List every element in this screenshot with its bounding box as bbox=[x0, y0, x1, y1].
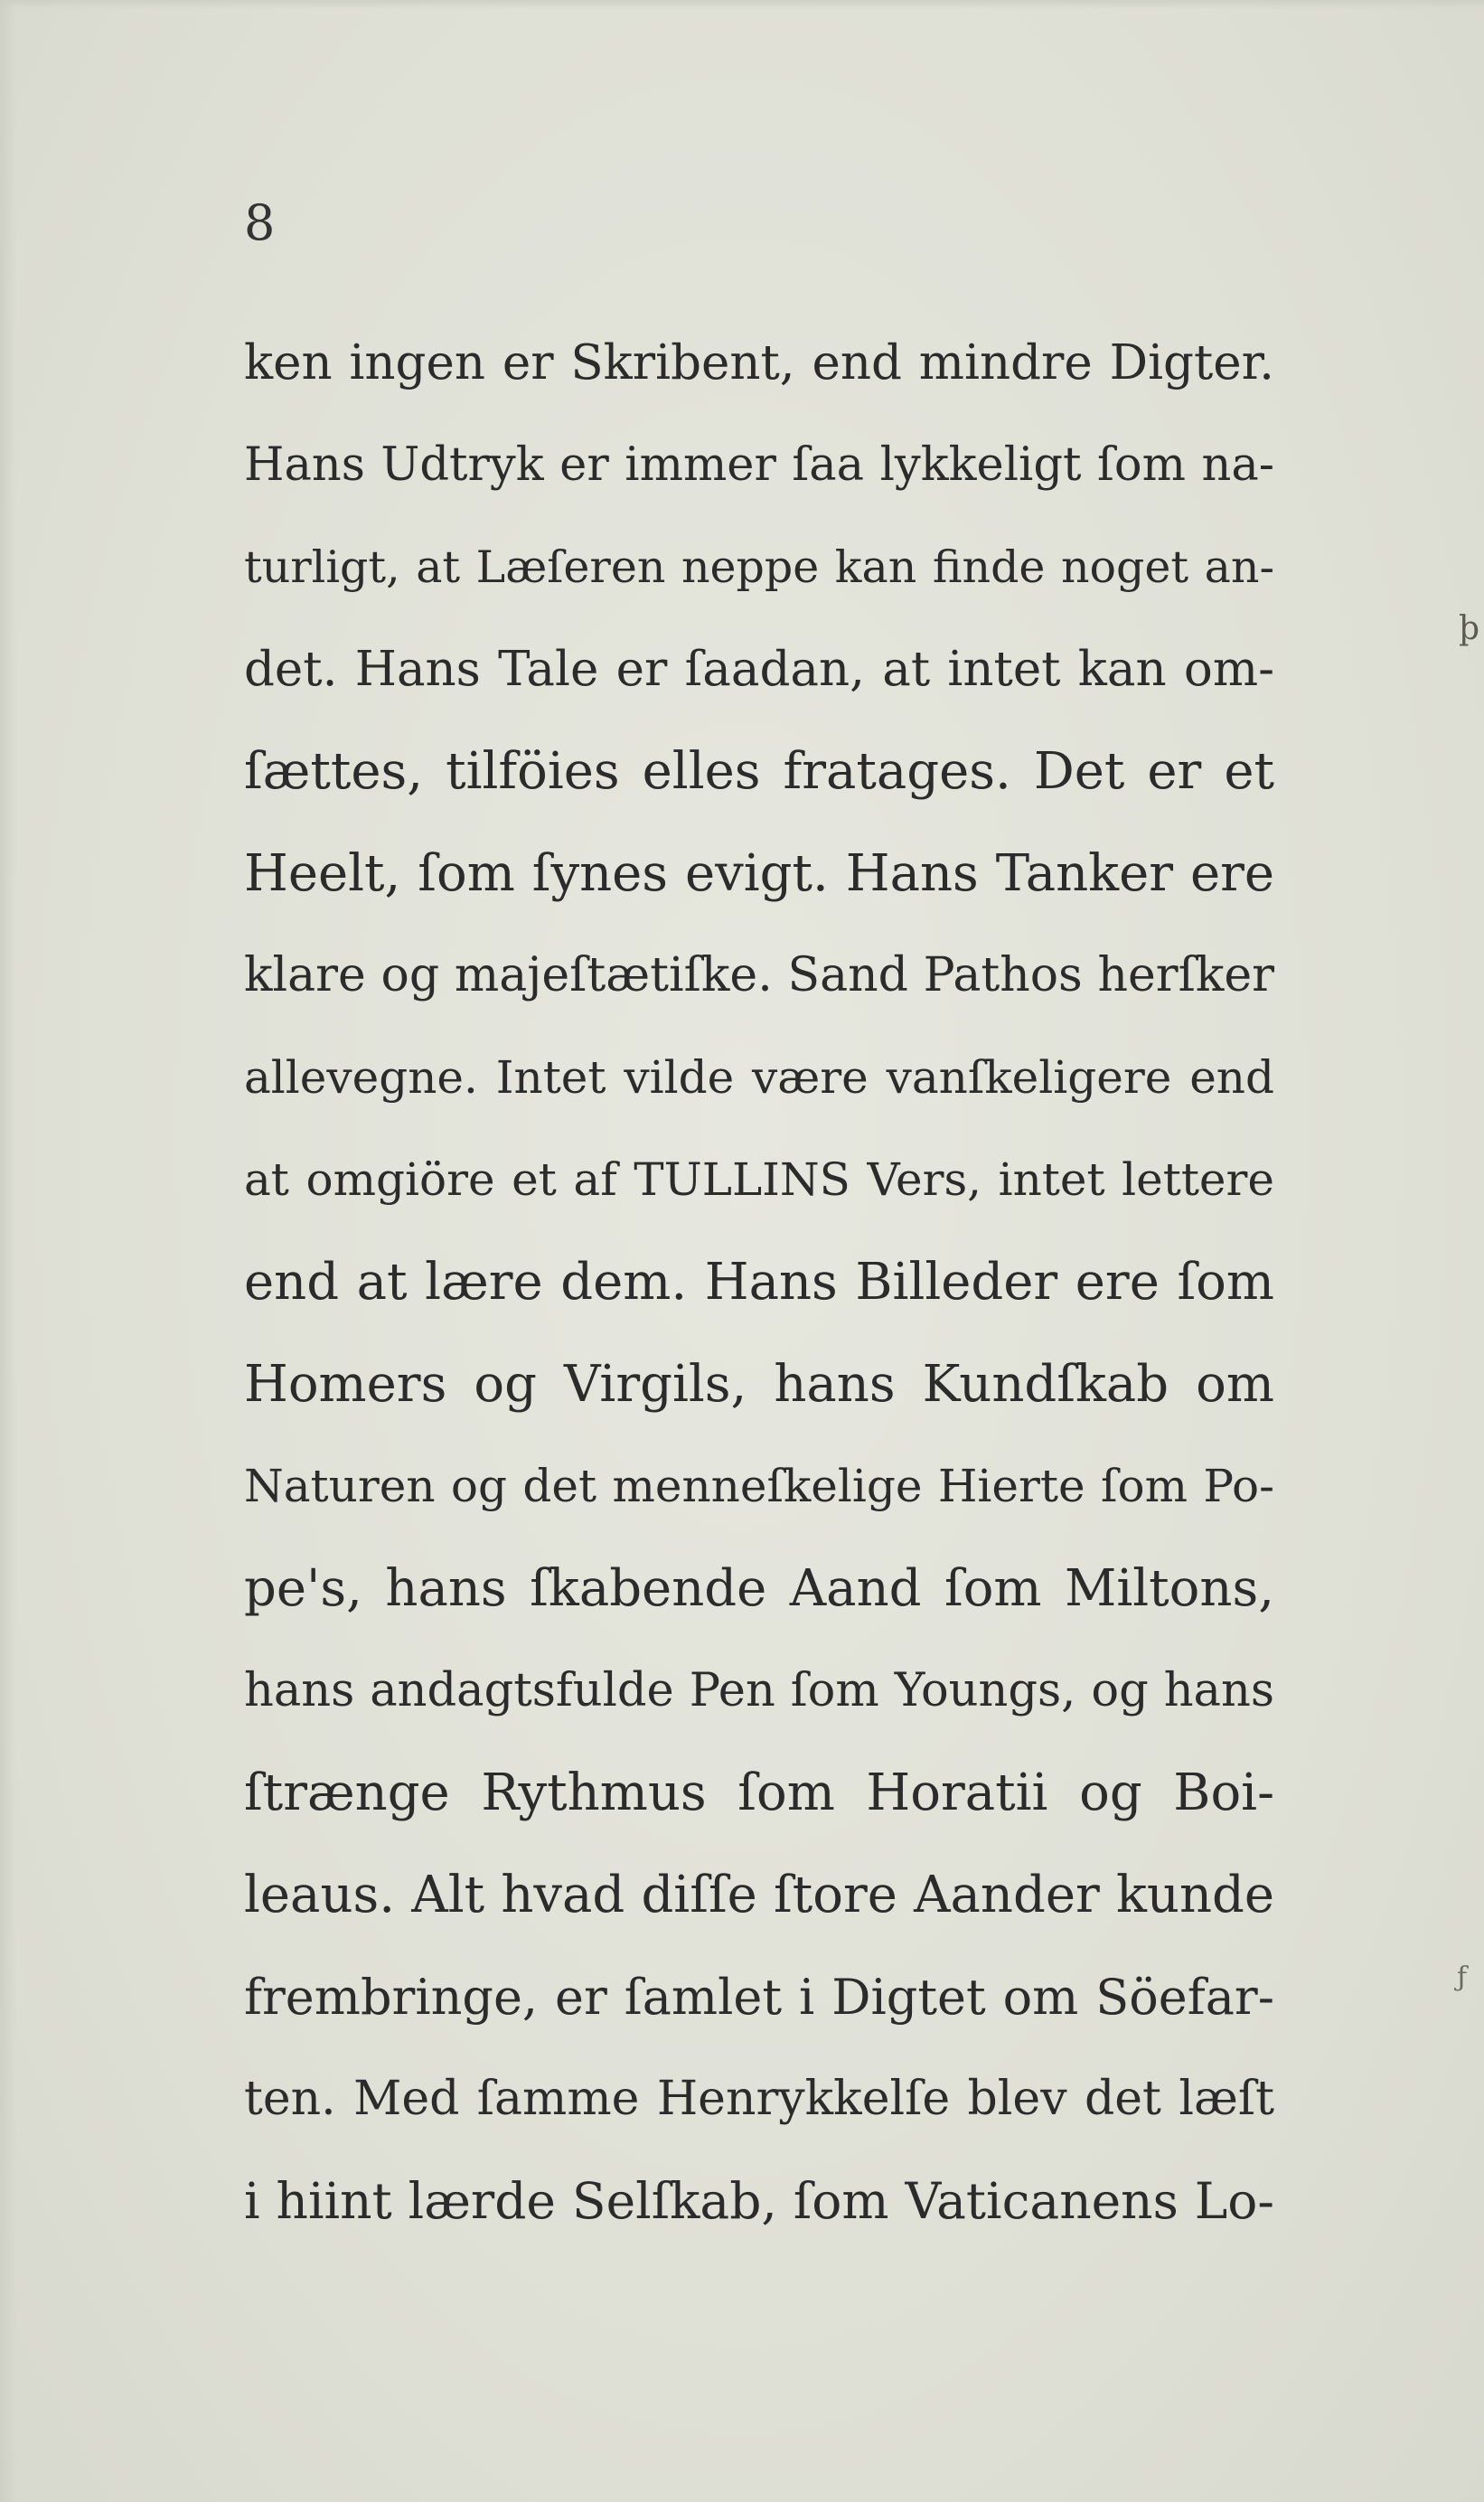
margin-mark: ƒ bbox=[1457, 1961, 1468, 1993]
text-line: allevegne. Intet vilde være vanſkeligere end bbox=[244, 1051, 1274, 1104]
text-line: Heelt, ſom ſynes evigt. Hans Tanker ere bbox=[244, 844, 1274, 903]
text-line: end at lære dem. Hans Billeder ere ſom bbox=[244, 1253, 1274, 1312]
text-line: at omgiöre et af TULLINS Vers, intet lettere bbox=[244, 1153, 1274, 1206]
text-line: klare og majeſtætiſke. Sand Pathos herſker bbox=[244, 948, 1274, 1002]
text-line: Hans Udtryk er immer ſaa lykkeligt ſom na- bbox=[244, 438, 1274, 492]
text-line: ſtrænge Rythmus ſom Horatii og Boi- bbox=[244, 1764, 1274, 1822]
text-line: Naturen og det menneſkelige Hierte ſom Po- bbox=[244, 1460, 1274, 1512]
text-line: ken ingen er Skribent, end mindre Digter. bbox=[244, 335, 1274, 390]
text-line: det. Hans Tale er ſaadan, at intet kan om- bbox=[244, 642, 1274, 697]
text-line: leaus. Alt hvad diſſe ſtore Aander kunde bbox=[244, 1866, 1274, 1924]
text-line: Homers og Virgils, hans Kundſkab om bbox=[244, 1355, 1274, 1414]
text-line: frembringe, er ſamlet i Digtet om Söefar- bbox=[244, 1969, 1274, 2026]
text-line: pe's, hans ſkabende Aand ſom Miltons, bbox=[244, 1559, 1274, 1618]
page-top-edge-shadow bbox=[0, 0, 1484, 9]
page-number: 8 bbox=[244, 194, 276, 251]
body-text bbox=[244, 312, 1274, 2253]
margin-mark: þ bbox=[1459, 610, 1480, 647]
text-line: hans andagtsfulde Pen ſom Youngs, og hans bbox=[244, 1664, 1274, 1717]
text-line: i hiint lærde Selſkab, ſom Vaticanens Lo- bbox=[244, 2172, 1274, 2230]
text-line: turligt, at Læſeren neppe kan finde noget an- bbox=[244, 541, 1274, 593]
page-left-edge-shadow bbox=[0, 0, 16, 2502]
text-line: ten. Med ſamme Henrykkelſe blev det læſt bbox=[244, 2072, 1274, 2126]
text-line: ſættes, tilföies elles fratages. Det er et bbox=[244, 742, 1274, 801]
